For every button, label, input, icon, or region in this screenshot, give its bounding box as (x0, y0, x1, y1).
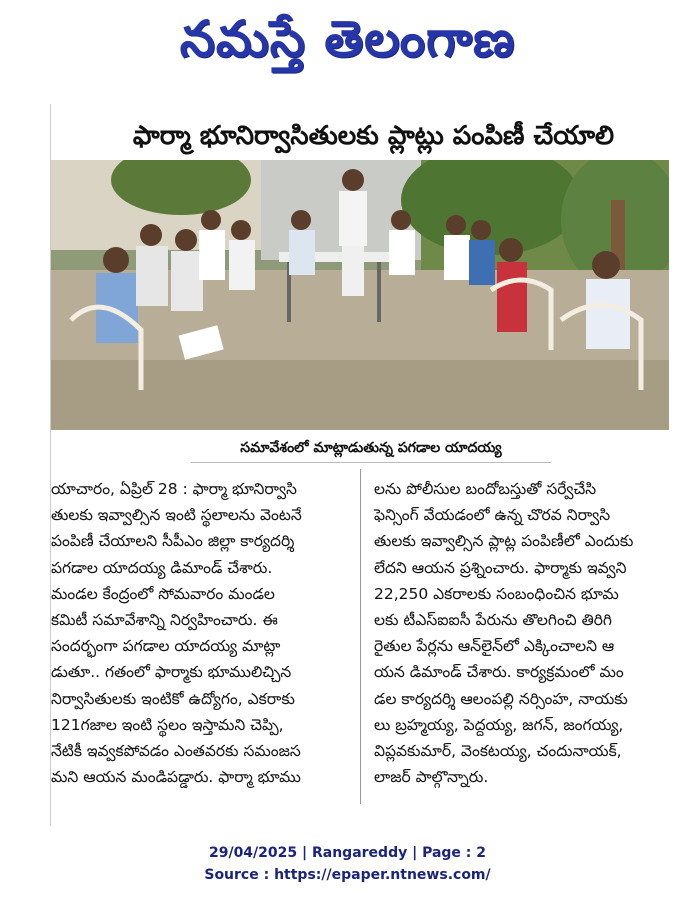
epaper-footer (0, 842, 695, 886)
article-line: డల కార్యదర్శి ఆలంపల్లి నర్సింహ, నాయకు (374, 689, 628, 708)
article-line: తులకు ఇవ్వాల్సిన ఇంటి స్థలాలను వెంటనే (51, 506, 302, 525)
article-headline: ఫార్మా భూనిర్వాసితులకు ప్లాట్లు పంపిణీ చేయాలి (132, 121, 615, 151)
article-line: కమిటీ సమావేశాన్ని నిర్వహించారు. ఈ (51, 611, 278, 630)
article-column-left (51, 476, 346, 790)
masthead (0, 0, 695, 80)
article-line: యన డిమాండ్ చేశారు. కార్యక్రమంలో మం (374, 663, 624, 682)
article-line: లకు టీఎస్ఐఐసీ పేరును తొలగించి తిరిగి (374, 611, 612, 630)
footer-date-edition: 29/04/2025 | Rangareddy | Page : 2 (208, 845, 487, 861)
article-line: విప్లవకుమార్, వెంకటయ్య, చందునాయక్, (374, 742, 622, 761)
meeting-photo-illustration (51, 160, 669, 430)
article-line: ఫెన్సింగ్ వేయడంలో ఉన్న చొరవ నిర్వాసి (374, 506, 611, 525)
article-line: లు బ్రహ్మయ్య, పెద్దయ్య, జగన్, జంగయ్య, (374, 715, 624, 734)
article-line: యాచారం, ఏప్రిల్ 28 : ఫార్మా భూనిర్వాసి (51, 480, 297, 498)
article-line: 22,250 ఎకరాలకు సంబంధించిన భూమ (374, 584, 619, 603)
article-line: తులకు ఇవ్వాల్సిన ప్లాట్ల పంపిణీలో ఎందుకు (374, 532, 634, 551)
article-line: నిర్వాసితులకు ఇంటికో ఉద్యోగం, ఎకరాకు (51, 689, 295, 708)
article-line: పంపిణీ చేయాలని సీపీఎం జిల్లా కార్యదర్శి (51, 532, 295, 551)
article-line: సందర్భంగా పగడాల యాదయ్య మాట్లా (51, 637, 281, 656)
article-line: లేదని ఆయన ప్రశ్నించారు. ఫార్మాకు ఇవ్వని (374, 558, 627, 577)
newspaper-logo: నమస్తే తెలంగాణ (179, 10, 516, 68)
article-line: లను పోలీసుల బందోబస్తుతో సర్వేచేసి (374, 480, 597, 498)
footer-source-link: Source : https://epaper.ntnews.com/ (204, 867, 491, 883)
article-line: రైతుల పేర్లను ఆన్‌లైన్‌లో ఎక్కించాలని ఆ (374, 637, 615, 656)
article-line: 121గజాల ఇంటి స్థలం ఇస్తామని చెప్పి, (51, 715, 284, 734)
article-line: లాజర్ పాల్గొన్నారు. (374, 768, 489, 787)
article-line: పగడాల యాదయ్య డిమాండ్ చేశారు. (51, 558, 273, 577)
photo-caption: సమావేశంలో మాట్లాడుతున్న పగడాల యాదయ్య (191, 434, 551, 463)
article-photo (51, 160, 669, 430)
article-line: మండల కేంద్రంలో సోమవారం మండల (51, 584, 275, 603)
column-divider (360, 469, 361, 804)
article-line: నేటికీ ఇవ్వకపోవడం ఎంతవరకు సమంజస (51, 742, 301, 761)
article-column-right (374, 476, 669, 790)
article-line: డుతూ.. గతంలో ఫార్మాకు భూములిచ్చిన (51, 663, 292, 682)
article-clipping (50, 104, 695, 826)
article-line: మని ఆయన మండిపడ్డారు. ఫార్మా భూము (51, 768, 301, 787)
